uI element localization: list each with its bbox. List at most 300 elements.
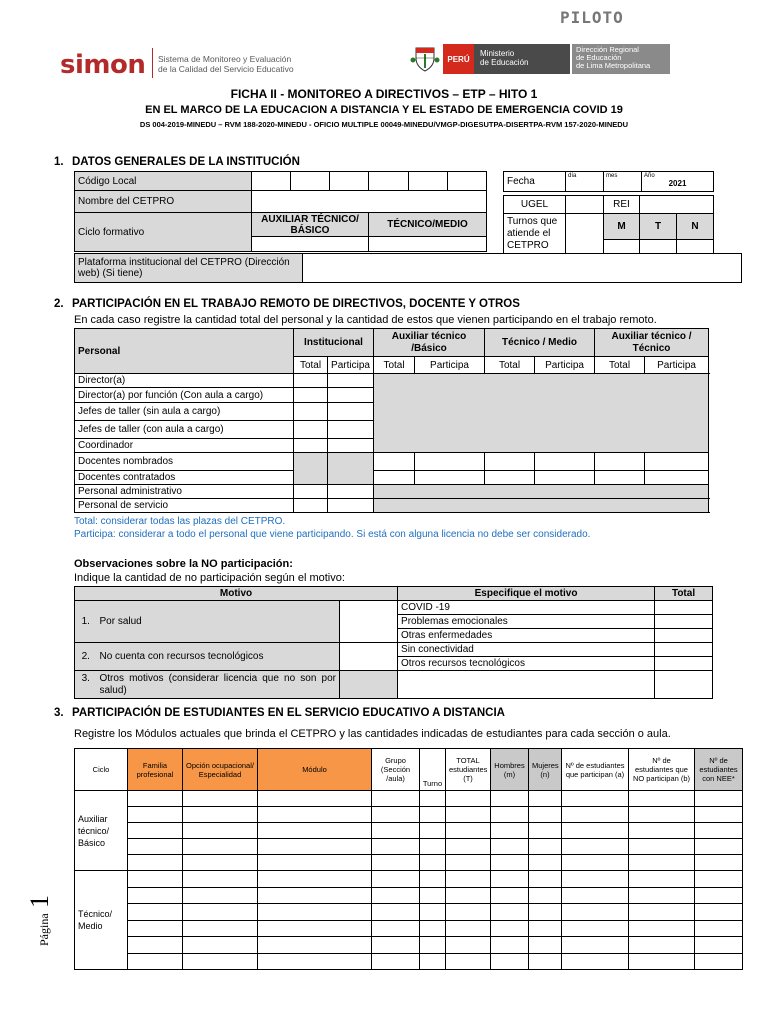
personal-row-label: Director(a) por función (Con aula a cargo) [75, 388, 294, 403]
estudiante-cell[interactable] [491, 855, 529, 871]
obs-intro: Indique la cantidad de no participación según el motivo: [74, 572, 345, 584]
estudiante-cell[interactable] [629, 839, 695, 855]
estudiante-cell[interactable] [372, 887, 420, 904]
personal-row [75, 453, 709, 471]
estudiante-cell[interactable] [128, 904, 183, 921]
estudiante-cell[interactable] [562, 904, 629, 921]
estudiante-cell[interactable] [695, 807, 743, 823]
estudiante-cell[interactable] [562, 871, 629, 888]
h-mujeres: Mujeres (n) [529, 749, 562, 791]
simon-tagline [158, 54, 294, 74]
personal-row [75, 499, 709, 513]
simon-logo: simon [60, 50, 146, 80]
estudiante-cell[interactable] [258, 791, 372, 807]
estudiante-cell[interactable] [183, 791, 258, 807]
estudiante-cell[interactable] [491, 791, 529, 807]
estudiante-cell[interactable] [695, 839, 743, 855]
estudiante-cell[interactable] [629, 887, 695, 904]
estudiante-cell[interactable] [128, 839, 183, 855]
estudiante-row [75, 953, 743, 970]
turnos-gap [566, 214, 604, 254]
motivo-2-label: No cuenta con recursos tecnológicos [97, 643, 340, 671]
estudiante-cell[interactable] [695, 937, 743, 954]
institucional-cell [294, 453, 328, 485]
estudiante-row [75, 823, 743, 839]
estudiante-cell[interactable] [128, 937, 183, 954]
estudiante-cell[interactable] [258, 920, 372, 937]
personal-row [75, 374, 709, 388]
section-2-intro: En cada caso registre la cantidad total del personal y la cantidad de estos que vienen participando en el trabajo remoto. [74, 314, 657, 326]
motivo-1-field[interactable] [340, 601, 398, 643]
subheader-participa: Participa [328, 357, 374, 374]
section-2-title [54, 298, 520, 310]
minedu-line-2: de Educación [480, 58, 529, 67]
dre-line-3: de Lima Metropolitana [576, 61, 651, 70]
estudiante-cell[interactable] [183, 920, 258, 937]
estudiante-cell[interactable] [183, 887, 258, 904]
fecha-table [503, 171, 714, 192]
motivo-3-number: 3. [75, 671, 97, 699]
group-cell[interactable] [374, 471, 415, 485]
estudiante-cell[interactable] [629, 871, 695, 888]
institucional-cell [328, 453, 374, 485]
estudiante-row [75, 871, 743, 888]
estudiante-cell[interactable] [446, 887, 491, 904]
personal-row-label: Coordinador [75, 439, 294, 453]
institucional-cell[interactable] [328, 439, 374, 453]
estudiante-cell[interactable] [695, 823, 743, 839]
institution-table [74, 171, 487, 252]
estudiante-cell[interactable] [420, 791, 446, 807]
motivo-2-number: 2. [75, 643, 97, 671]
estudiante-cell[interactable] [629, 904, 695, 921]
h-ciclo: Ciclo [75, 749, 128, 791]
motivo-3-field[interactable] [340, 671, 398, 699]
sub-emocionales-total[interactable] [655, 615, 713, 629]
estudiante-cell[interactable] [128, 920, 183, 937]
estudiante-row [75, 807, 743, 823]
turno-t-label: T [640, 214, 677, 240]
estudiante-cell[interactable] [420, 904, 446, 921]
estudiante-cell[interactable] [372, 953, 420, 970]
codigo-local-label: Código Local [75, 172, 252, 191]
section-3-intro: Registre los Módulos actuales que brinda el CETPRO y las cantidades indicadas de estudiantes para cada sección o aula. [74, 728, 671, 740]
estudiante-cell[interactable] [420, 855, 446, 871]
estudiante-cell[interactable] [562, 807, 629, 823]
estudiante-cell[interactable] [491, 807, 529, 823]
h-no-participan: Nº de estudiantes que NO participan (b) [629, 749, 695, 791]
estudiante-cell[interactable] [629, 953, 695, 970]
institucional-cell[interactable] [328, 421, 374, 439]
ciclo-label: Ciclo formativo [75, 213, 252, 252]
estudiante-cell[interactable] [183, 823, 258, 839]
estudiante-cell[interactable] [372, 937, 420, 954]
estudiante-cell[interactable] [446, 871, 491, 888]
institucional-cell[interactable] [294, 485, 328, 499]
motivo-1-number: 1. [75, 601, 97, 643]
plataforma-table [74, 253, 742, 283]
estudiante-cell[interactable] [446, 823, 491, 839]
rei-label: REI [604, 196, 640, 214]
logo-divider [152, 48, 153, 78]
institucional-cell[interactable] [294, 403, 328, 421]
estudiante-cell[interactable] [695, 887, 743, 904]
pagina-number: 1 [25, 895, 54, 908]
estudiante-cell[interactable] [629, 920, 695, 937]
institucional-cell[interactable] [328, 388, 374, 403]
estudiante-cell[interactable] [529, 904, 562, 921]
institucional-cell[interactable] [294, 388, 328, 403]
estudiante-cell[interactable] [258, 855, 372, 871]
estudiante-cell[interactable] [183, 953, 258, 970]
estudiante-cell[interactable] [258, 953, 372, 970]
estudiante-cell[interactable] [529, 807, 562, 823]
estudiante-cell[interactable] [258, 807, 372, 823]
estudiante-cell[interactable] [183, 904, 258, 921]
section-1-title [54, 156, 300, 168]
nombre-label: Nombre del CETPRO [75, 191, 252, 213]
estudiante-cell[interactable] [562, 839, 629, 855]
estudiante-cell[interactable] [258, 823, 372, 839]
estudiante-cell[interactable] [695, 791, 743, 807]
ciclo-tec-label: TÉCNICO/MEDIO [369, 213, 487, 237]
personal-row-label: Jefes de taller (sin aula a cargo) [75, 403, 294, 421]
motivo-header: Motivo [75, 587, 398, 601]
sub-enfermedades-total[interactable] [655, 629, 713, 643]
group-cell[interactable] [595, 471, 645, 485]
estudiante-cell[interactable] [695, 904, 743, 921]
codigo-cell[interactable] [252, 172, 291, 191]
page-number [18, 880, 58, 950]
estudiante-cell[interactable] [562, 953, 629, 970]
estudiante-cell[interactable] [529, 920, 562, 937]
estudiantes-table [74, 748, 743, 970]
estudiante-cell[interactable] [372, 904, 420, 921]
ciclo-aux-label: AUXILIAR TÉCNICO/ BÁSICO [252, 213, 369, 237]
section-2-label: PARTICIPACIÓN EN EL TRABAJO REMOTO DE DIRECTIVOS, DOCENTE Y OTROS [72, 298, 520, 310]
pagina-label: Página [37, 913, 51, 946]
estudiante-cell[interactable] [372, 807, 420, 823]
estudiante-cell[interactable] [372, 839, 420, 855]
turno-n-field[interactable] [677, 240, 714, 254]
estudiante-row [75, 839, 743, 855]
estudiante-row [75, 791, 743, 807]
h-opcion: Opción ocupacional/ Especialidad [183, 749, 258, 791]
minedu-label [474, 44, 570, 74]
group-tecnico: Técnico / Medio [485, 329, 595, 357]
turno-m-label: M [604, 214, 640, 240]
disabled-block [374, 485, 709, 499]
dre-line-1: Dirección Regional [576, 45, 639, 54]
note-participa: Participa: considerar a todo el personal que viene participando. Si está con alguna licencia no debe ser considerado. [74, 529, 591, 540]
section-2-number: 2. [54, 298, 64, 310]
minedu-line-1: Ministerio [480, 49, 515, 58]
dre-line-2: de Educación [576, 53, 622, 62]
estudiante-cell[interactable] [529, 887, 562, 904]
motivo-3-label: Otros motivos (considerar licencia que no son por salud) [97, 671, 340, 699]
estudiante-cell[interactable] [258, 839, 372, 855]
estudiante-cell[interactable] [529, 823, 562, 839]
fecha-label: Fecha [504, 172, 566, 192]
tagline-line-2: de la Calidad del Servicio Educativo [158, 64, 294, 74]
peru-label: PERÚ [443, 44, 474, 74]
plataforma-field[interactable] [303, 254, 742, 283]
group-cell[interactable] [485, 471, 535, 485]
estudiante-cell[interactable] [446, 904, 491, 921]
personal-row-label: Docentes nombrados [75, 453, 294, 471]
estudiante-cell[interactable] [128, 791, 183, 807]
estudiante-cell[interactable] [529, 937, 562, 954]
doc-legal-refs: DS 004-2019-MINEDU – RVM 188-2020-MINEDU - OFICIO MULTIPLE 00049-MINEDU/VMGP-DIGESUTPA-DISERTPA-RVM 157-2020-MINEDU [139, 120, 629, 129]
group-auxiliar: Auxiliar técnico /Básico [374, 329, 485, 357]
anio-label: Año [644, 173, 655, 179]
estudiante-cell[interactable] [258, 937, 372, 954]
group-cell[interactable] [645, 471, 709, 485]
section-3-title [54, 707, 505, 719]
estudiante-cell[interactable] [372, 871, 420, 888]
estudiante-cell[interactable] [491, 904, 529, 921]
codigo-cell[interactable] [369, 172, 409, 191]
estudiante-cell[interactable] [562, 937, 629, 954]
group-cell[interactable] [374, 453, 415, 471]
personal-row-label: Jefes de taller (con aula a cargo) [75, 421, 294, 439]
group-cell[interactable] [415, 471, 485, 485]
note-total: Total: considerar todas las plazas del CETPRO. [74, 516, 286, 527]
estudiante-cell[interactable] [420, 937, 446, 954]
estudiante-cell[interactable] [446, 855, 491, 871]
ugel-label: UGEL [504, 196, 566, 214]
sub-recursos: Otros recursos tecnológicos [398, 657, 655, 671]
subheader-participa: Participa [645, 357, 709, 374]
institucional-cell[interactable] [294, 499, 328, 513]
estudiante-cell[interactable] [491, 839, 529, 855]
estudiante-cell[interactable] [446, 953, 491, 970]
estudiante-cell[interactable] [183, 839, 258, 855]
group-cell[interactable] [415, 453, 485, 471]
institucional-cell[interactable] [328, 403, 374, 421]
disabled-block [374, 374, 709, 453]
estudiante-row [75, 855, 743, 871]
codigo-cell[interactable] [330, 172, 369, 191]
estudiante-row [75, 920, 743, 937]
estudiante-cell[interactable] [562, 887, 629, 904]
estudiante-cell[interactable] [258, 904, 372, 921]
estudiante-cell[interactable] [128, 855, 183, 871]
estudiante-cell[interactable] [446, 920, 491, 937]
turnos-table [503, 195, 714, 254]
estudiante-cell[interactable] [128, 807, 183, 823]
sub-emocionales: Problemas emocionales [398, 615, 655, 629]
estudiante-cell[interactable] [446, 839, 491, 855]
estudiante-cell[interactable] [183, 855, 258, 871]
estudiante-cell[interactable] [695, 871, 743, 888]
estudiante-cell[interactable] [562, 823, 629, 839]
plataforma-label: Plataforma institucional del CETPRO (Dirección web) (Si tiene) [75, 254, 303, 283]
institucional-cell[interactable] [294, 439, 328, 453]
group-cell[interactable] [535, 471, 595, 485]
sub-covid-total[interactable] [655, 601, 713, 615]
group-institucional: Institucional [294, 329, 374, 357]
institucional-cell[interactable] [328, 485, 374, 499]
personal-row-label: Personal de servicio [75, 499, 294, 513]
mes-field[interactable]: mes [604, 172, 642, 192]
estudiante-cell[interactable] [491, 823, 529, 839]
estudiante-cell[interactable] [529, 953, 562, 970]
estudiante-cell[interactable] [446, 791, 491, 807]
estudiante-cell[interactable] [183, 937, 258, 954]
estudiante-cell[interactable] [562, 791, 629, 807]
estudiante-cell[interactable] [491, 920, 529, 937]
h-turno: Turno [420, 749, 446, 791]
institucional-cell[interactable] [294, 421, 328, 439]
sub-covid: COVID -19 [398, 601, 655, 615]
tagline-line-1: Sistema de Monitoreo y Evaluación [158, 54, 292, 64]
especifique-header: Especifique el motivo [398, 587, 655, 601]
ciclo-aux-field[interactable] [252, 237, 369, 252]
ciclo-tec-field[interactable] [369, 237, 487, 252]
personal-table [74, 328, 709, 513]
codigo-cell[interactable] [448, 172, 487, 191]
estudiante-cell[interactable] [491, 887, 529, 904]
estudiante-cell[interactable] [491, 953, 529, 970]
turnos-label: Turnos que atiende el CETPRO [504, 214, 566, 254]
ciclo-label: Auxiliar técnico/ Básico [75, 791, 128, 871]
turno-m-field[interactable] [604, 240, 640, 254]
estudiante-cell[interactable] [629, 807, 695, 823]
estudiante-cell[interactable] [629, 791, 695, 807]
estudiante-cell[interactable] [629, 937, 695, 954]
estudiante-cell[interactable] [562, 920, 629, 937]
estudiante-cell[interactable] [695, 953, 743, 970]
section-3-number: 3. [54, 707, 64, 719]
ugel-field[interactable] [566, 196, 604, 214]
nombre-field[interactable] [252, 191, 487, 213]
h-participan: Nº de estudiantes que participan (a) [562, 749, 629, 791]
motivo-3-especifique[interactable] [398, 671, 655, 699]
institucional-cell[interactable] [328, 374, 374, 388]
h-total: TOTAL estudiantes (T) [446, 749, 491, 791]
estudiante-cell[interactable] [446, 937, 491, 954]
estudiante-cell[interactable] [128, 953, 183, 970]
estudiante-cell[interactable] [695, 920, 743, 937]
group-cell[interactable] [535, 453, 595, 471]
turno-t-field[interactable] [640, 240, 677, 254]
estudiante-cell[interactable] [491, 937, 529, 954]
doc-title: FICHA II - MONITOREO A DIRECTIVOS – ETP – HITO 1 [230, 87, 538, 101]
estudiante-cell[interactable] [529, 791, 562, 807]
section-3-label: PARTICIPACIÓN DE ESTUDIANTES EN EL SERVICIO EDUCATIVO A DISTANCIA [72, 707, 505, 719]
institucional-cell[interactable] [294, 374, 328, 388]
estudiante-cell[interactable] [183, 807, 258, 823]
estudiante-cell[interactable] [372, 920, 420, 937]
doc-subtitle: EN EL MARCO DE LA EDUCACION A DISTANCIA Y EL ESTADO DE EMERGENCIA COVID 19 [145, 104, 623, 116]
estudiante-cell[interactable] [420, 871, 446, 888]
h-modulo: Módulo [258, 749, 372, 791]
group-cell[interactable] [595, 453, 645, 471]
subheader-total: Total [294, 357, 328, 374]
group-cell[interactable] [485, 453, 535, 471]
personal-row [75, 485, 709, 499]
estudiante-cell[interactable] [420, 807, 446, 823]
personal-row [75, 471, 709, 485]
motivos-table [74, 586, 713, 699]
codigo-cell[interactable] [409, 172, 448, 191]
estudiante-cell[interactable] [529, 871, 562, 888]
section-1-number: 1. [54, 156, 64, 168]
rei-field[interactable] [640, 196, 714, 214]
h-familia: Familia profesional [128, 749, 183, 791]
disabled-block [374, 499, 709, 513]
personal-row-label: Docentes contratados [75, 471, 294, 485]
subheader-total: Total [374, 357, 415, 374]
subheader-participa: Participa [535, 357, 595, 374]
estudiante-cell[interactable] [629, 823, 695, 839]
h-grupo: Grupo (Sección /aula) [372, 749, 420, 791]
estudiante-cell[interactable] [420, 839, 446, 855]
motivo-1-label: Por salud [97, 601, 340, 643]
estudiante-cell[interactable] [695, 855, 743, 871]
anio-field[interactable] [642, 172, 714, 192]
obs-title: Observaciones sobre la NO participación: [74, 558, 293, 570]
subheader-total: Total [595, 357, 645, 374]
estudiante-cell[interactable] [258, 887, 372, 904]
estudiante-cell[interactable] [372, 855, 420, 871]
estudiante-cell[interactable] [128, 871, 183, 888]
codigo-cell[interactable] [291, 172, 330, 191]
estudiante-cell[interactable] [420, 887, 446, 904]
dia-field[interactable]: día [566, 172, 604, 192]
anio-value: 2021 [668, 179, 687, 188]
total-header: Total [655, 587, 713, 601]
institucional-cell[interactable] [328, 499, 374, 513]
watermark-piloto: PILOTO [560, 8, 624, 27]
estudiante-cell[interactable] [372, 791, 420, 807]
dre-label [572, 44, 670, 74]
sub-recursos-total[interactable] [655, 657, 713, 671]
estudiante-row [75, 937, 743, 954]
personal-row-label: Personal administrativo [75, 485, 294, 499]
estudiante-cell[interactable] [562, 855, 629, 871]
motivo-2-field[interactable] [340, 643, 398, 671]
estudiante-cell[interactable] [420, 823, 446, 839]
estudiante-cell[interactable] [491, 871, 529, 888]
estudiante-cell[interactable] [372, 823, 420, 839]
estudiante-cell[interactable] [420, 953, 446, 970]
h-nee: Nº de estudiantes con NEE* [695, 749, 743, 791]
h-hombres: Hombres (m) [491, 749, 529, 791]
peru-shield-icon [410, 44, 440, 74]
estudiante-cell[interactable] [629, 855, 695, 871]
estudiante-cell[interactable] [420, 920, 446, 937]
sub-conectividad-total[interactable] [655, 643, 713, 657]
estudiante-cell[interactable] [258, 871, 372, 888]
personal-header: Personal [75, 329, 294, 374]
subheader-total: Total [485, 357, 535, 374]
estudiante-cell[interactable] [529, 855, 562, 871]
estudiante-cell[interactable] [183, 871, 258, 888]
section-1-label: DATOS GENERALES DE LA INSTITUCIÓN [72, 156, 300, 168]
estudiante-cell[interactable] [128, 887, 183, 904]
estudiante-cell[interactable] [446, 807, 491, 823]
ciclo-label: Técnico/ Medio [75, 871, 128, 970]
estudiante-cell[interactable] [128, 823, 183, 839]
estudiante-row [75, 887, 743, 904]
group-cell[interactable] [645, 453, 709, 471]
sub-conectividad: Sin conectividad [398, 643, 655, 657]
turno-n-label: N [677, 214, 714, 240]
motivo-3-total[interactable] [655, 671, 713, 699]
estudiante-cell[interactable] [529, 839, 562, 855]
